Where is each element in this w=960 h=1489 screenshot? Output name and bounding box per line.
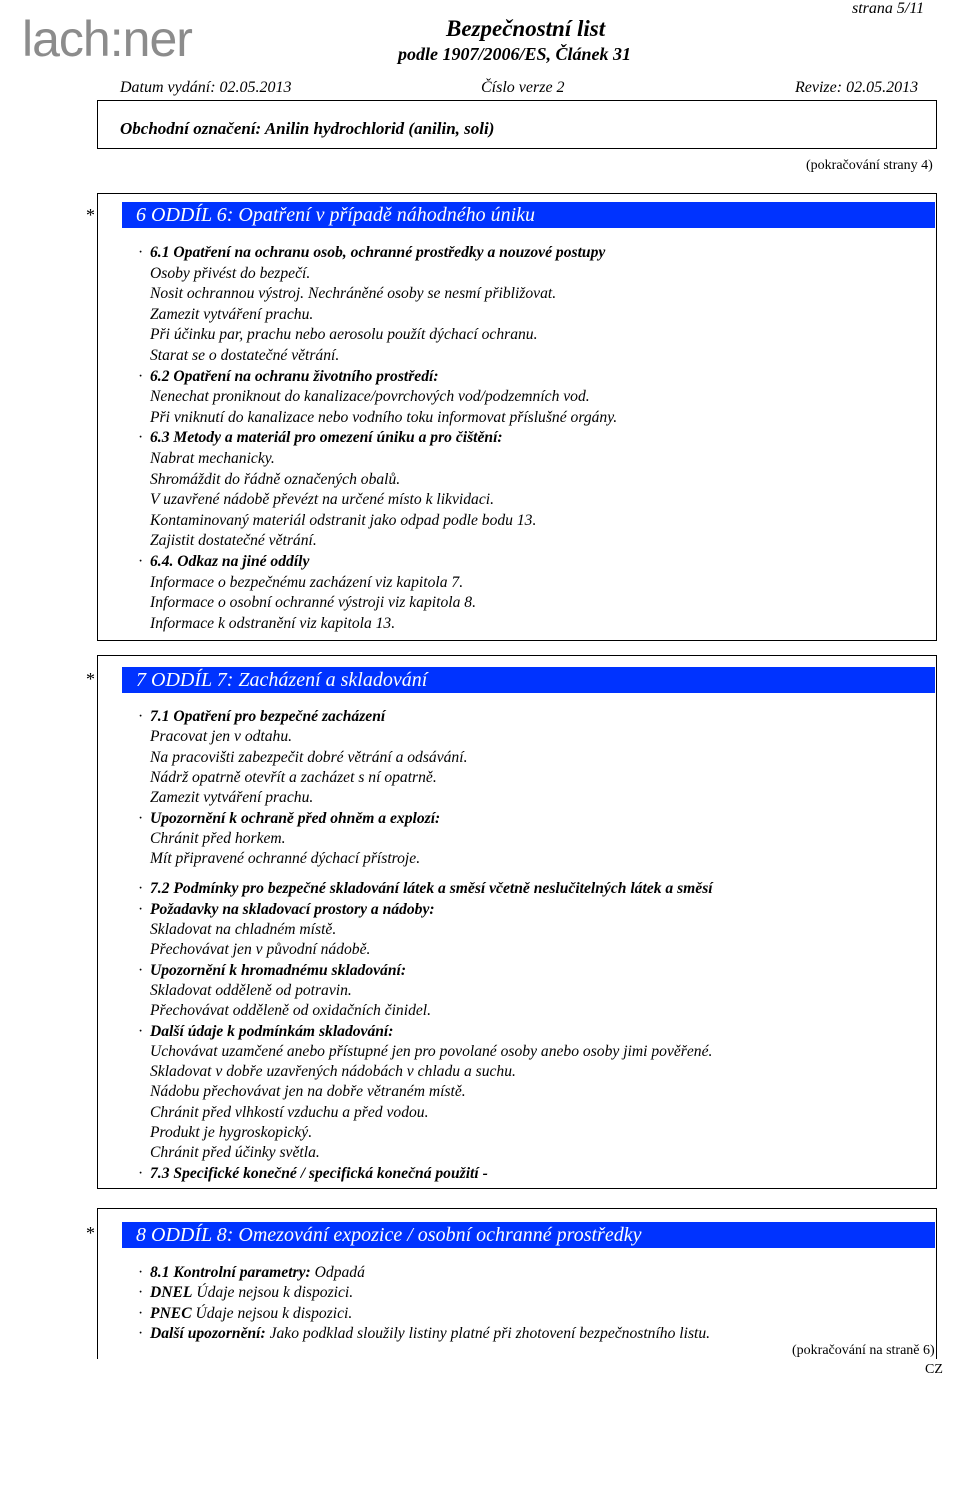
section-6-line: [138, 428, 503, 448]
line-text: Starat se o dostatečné větrání.: [150, 347, 340, 364]
subsection-heading: Upozornění k ochraně před ohněm a explozí:: [150, 809, 441, 827]
line-text: Na pracovišti zabezpečit dobré větrání a odsávání.: [150, 748, 468, 766]
section-7-line: [138, 1143, 320, 1163]
line-text: Nabrat mechanicky.: [150, 450, 275, 467]
line-text: Chránit před účinky světla.: [150, 1144, 320, 1162]
section-6-line: [138, 573, 463, 593]
section-8-line: [138, 1263, 365, 1283]
issue-date: Datum vydání: 02.05.2013: [120, 79, 292, 96]
section-6-line: [138, 511, 536, 531]
document-title: Bezpečnostní list: [446, 16, 606, 41]
section-6-line: [138, 614, 395, 634]
line-text: Nádobu přechovávat jen na dobře větraném místě.: [150, 1083, 466, 1101]
section-7-line: [138, 849, 420, 869]
section-6-line: [138, 470, 400, 490]
section-6-line: [138, 346, 339, 366]
section-6-line: [138, 325, 537, 345]
line-text: Informace o bezpečnému zacházení viz kapitola 7.: [150, 573, 464, 591]
subsection-heading: 8.1 Kontrolní parametry:: [150, 1264, 311, 1281]
section-7-line: [138, 768, 437, 788]
line-text: Osoby přivést do bezpečí.: [150, 264, 311, 282]
section-7-line: [138, 900, 435, 920]
page-number: strana 5/11: [852, 0, 925, 17]
line-text: Zajistit dostatečné větrání.: [150, 532, 317, 550]
bullet-dot: ·: [138, 1325, 144, 1343]
subsection-heading: 6.4. Odkaz na jiné oddíly: [150, 553, 310, 570]
subsection-heading: Další údaje k podmínkám skladování:: [150, 1022, 394, 1040]
line-text: Přechovávat odděleně od oxidačních činidel.: [150, 1002, 432, 1020]
section-7-line: [138, 961, 406, 981]
section-7-line: [138, 1123, 312, 1143]
section-6-revision-mark: *: [86, 205, 95, 225]
section-7-heading: 7 ODDÍL 7: Zacházení a skladování: [122, 667, 935, 693]
continued-to: (pokračování na straně 6): [792, 1343, 935, 1358]
line-text: Kontaminovaný materiál odstranit jako odpad podle bodu 13.: [150, 511, 537, 529]
bullet-dot: ·: [138, 244, 144, 261]
subsection-heading: 6.2 Opatření na ochranu životního prostředí:: [150, 367, 439, 385]
section-7-line: [138, 788, 313, 808]
section-6-line: [138, 367, 439, 387]
line-text: Přechovávat jen v původní nádobě.: [150, 941, 371, 959]
section-6-line: [138, 305, 313, 325]
line-text: Skladovat v dobře uzavřených nádobách v chladu a suchu.: [150, 1063, 516, 1081]
bullet-dot: ·: [138, 880, 144, 898]
line-text: Uchovávat uzamčené anebo přístupné jen pro povolané osoby anebo osoby jimi pověřené.: [150, 1042, 713, 1060]
section-6-line: [138, 408, 617, 428]
bullet-dot: ·: [138, 367, 144, 385]
section-8-line: [138, 1304, 352, 1324]
line-value: Jako podklad sloužily listiny platné při zhotovení bezpečnostního listu.: [265, 1325, 711, 1343]
section-7-line: [138, 920, 336, 940]
section-7-line: [138, 1001, 431, 1021]
subsection-heading: 6.1 Opatření na ochranu osob, ochranné prostředky a nouzové postupy: [150, 244, 606, 261]
line-text: Nenechat proniknout do kanalizace/povrchových vod/podzemních vod.: [150, 388, 590, 406]
bullet-dot: ·: [138, 1264, 144, 1281]
line-text: Skladovat odděleně od potravin.: [150, 981, 352, 999]
section-7-line: [138, 707, 385, 727]
line-text: Shromáždit do řádně označených obalů.: [150, 470, 401, 488]
line-text: Produkt je hygroskopický.: [150, 1124, 313, 1141]
subsection-heading: 6.3 Metody a materiál pro omezení úniku a pro čištění:: [150, 429, 503, 447]
section-7-line: [138, 940, 370, 960]
line-text: Nádrž opatrně otevřít a zacházet s ní opatrně.: [150, 768, 437, 786]
line-text: Pracovat jen v odtahu.: [150, 728, 293, 746]
section-7-line: [138, 1082, 466, 1102]
section-7-line: [138, 1062, 516, 1082]
section-6-line: [138, 593, 476, 613]
section-6-line: [138, 264, 310, 284]
language-code: CZ: [925, 1362, 943, 1377]
line-text: Mít připravené ochranné dýchací přístroje.: [150, 850, 421, 868]
section-8-line: [138, 1283, 353, 1303]
bullet-dot: ·: [138, 1164, 144, 1182]
bullet-dot: ·: [138, 708, 144, 725]
bullet-dot: ·: [138, 553, 144, 570]
line-value: Odpadá: [310, 1264, 365, 1281]
line-text: Informace k odstranění viz kapitola 13.: [150, 614, 396, 632]
section-7-line: [138, 829, 286, 849]
section-8-heading: 8 ODDÍL 8: Omezování expozice / osobní ochranné prostředky: [122, 1222, 935, 1248]
section-6-line: [138, 531, 317, 551]
subsection-heading: 7.1 Opatření pro bezpečné zacházení: [150, 708, 386, 725]
section-7-line: [138, 879, 713, 899]
subsection-heading: Další upozornění:: [150, 1325, 266, 1343]
section-6-heading: 6 ODDÍL 6: Opatření v případě náhodného úniku: [122, 202, 935, 228]
version-number: Číslo verze 2: [481, 79, 565, 96]
subsection-heading: PNEC: [150, 1304, 192, 1322]
section-7-line: [138, 1164, 488, 1184]
subsection-heading: 7.3 Specifické konečné / specifická konečná použití -: [150, 1164, 488, 1182]
section-6-line: [138, 490, 494, 510]
bullet-dot: ·: [138, 1284, 144, 1302]
section-6-line: [138, 449, 275, 469]
subsection-heading: 7.2 Podmínky pro bezpečné skladování látek a směsí včetně neslučitelných látek a směsí: [150, 880, 713, 898]
line-text: Nosit ochrannou výstroj. Nechráněné osoby se nesmí přibližovat.: [150, 285, 557, 303]
line-text: Při účinku par, prachu nebo aerosolu použít dýchací ochranu.: [150, 326, 538, 344]
section-6-line: [138, 284, 556, 304]
line-text: Chránit před horkem.: [150, 829, 286, 847]
line-text: Informace o osobní ochranné výstroji viz kapitola 8.: [150, 594, 476, 612]
bullet-dot: ·: [138, 1304, 144, 1322]
section-8-revision-mark: *: [86, 1223, 95, 1243]
section-7-line: [138, 809, 440, 829]
bullet-dot: ·: [138, 429, 144, 447]
line-text: V uzavřené nádobě převézt na určené místo k likvidaci.: [150, 491, 494, 509]
section-7-line: [138, 1042, 712, 1062]
bullet-dot: ·: [138, 809, 144, 827]
continued-from: (pokračování strany 4): [806, 158, 933, 173]
section-7-line: [138, 748, 467, 768]
line-value: Údaje nejsou k dispozici.: [191, 1304, 353, 1322]
section-7-line: [138, 1022, 393, 1042]
line-value: Údaje nejsou k dispozici.: [192, 1284, 354, 1302]
bullet-dot: ·: [138, 900, 144, 918]
subsection-heading: Upozornění k hromadnému skladování:: [150, 961, 407, 979]
subsection-heading: Požadavky na skladovací prostory a nádoby:: [150, 900, 435, 918]
revision-date: Revize: 02.05.2013: [795, 79, 919, 96]
trade-name: Obchodní označení: Anilin hydrochlorid (anilin, soli): [120, 119, 495, 138]
bullet-dot: ·: [138, 1022, 144, 1040]
line-text: Při vniknutí do kanalizace nebo vodního toku informovat příslušné orgány.: [150, 408, 618, 426]
subsection-heading: DNEL: [150, 1284, 193, 1302]
line-text: Zamezit vytváření prachu.: [150, 305, 314, 323]
section-6-line: [138, 243, 605, 263]
section-7-revision-mark: *: [86, 669, 95, 689]
bullet-dot: ·: [138, 961, 144, 979]
section-7-line: [138, 981, 352, 1001]
section-6-line: [138, 387, 590, 407]
company-logo: lach:ner: [22, 11, 192, 67]
section-7-line: [138, 727, 292, 747]
line-text: Chránit před vlhkostí vzduchu a před vodou.: [150, 1103, 429, 1121]
section-8-line: [138, 1324, 710, 1344]
document-subtitle: podle 1907/2006/ES, Článek 31: [398, 44, 632, 64]
line-text: Skladovat na chladném místě.: [150, 921, 337, 938]
section-7-line: [138, 1103, 429, 1123]
line-text: Zamezit vytváření prachu.: [150, 789, 314, 807]
section-6-line: [138, 552, 309, 572]
